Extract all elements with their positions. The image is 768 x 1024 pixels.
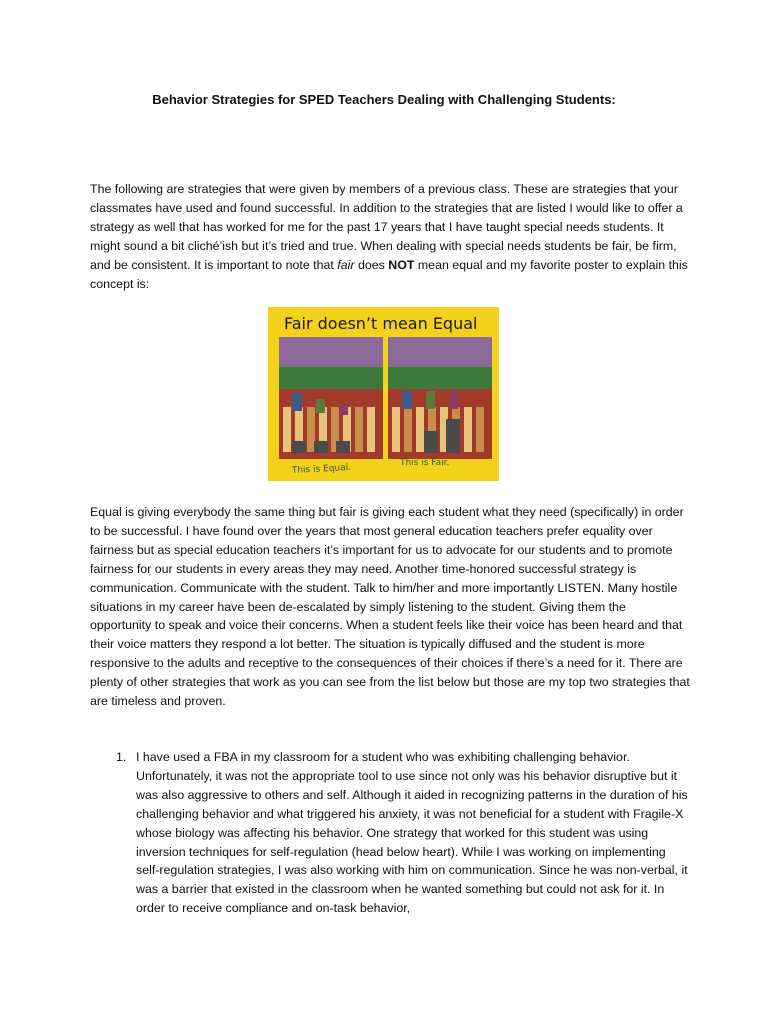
body-paragraph: Equal is giving everybody the same thing but fair is giving each student what they need (specifically) in order to be successful. I have found over the years that most general education teachers prefer equality over fairness but as special education teachers it’s important for us to advocate for our students and to promote fairness for our students in every areas they may need. Another time-honored successful strategy is communication. Communicate with the student. Talk to him/her and more importantly LISTEN. Many hostile situations in my career have been de-escalated by simply listening to the student. Giving them the opportunity to speak and voice their concerns. When a student feels like their voice has been heard and that their voice matters they respond a lot better. The situation is typically diffused and the student is more responsive to the adults and receptive to the consequences of their choices if there’s a need for it. There are plenty of other strategies that work as you can see from the list below but those are my top two strategies that are timeless and proven. <box>90 505 690 709</box>
intro-text-start: The following are strategies that were given by members of a previous class. These are strategies that your classmates have used and found successful. In addition to the strategies that are listed I would like to offer a strategy as well that has worked for me for the past 17 years that I have taught special needs students. It might sound a bit cliché’ish but it’s tried and true. When dealing with special needs students be fair, be firm, and be consistent. It is important to note that <box>90 182 683 272</box>
intro-text-middle: does <box>354 257 389 272</box>
fair-equal-poster <box>268 307 499 481</box>
document-title: Behavior Strategies for SPED Teachers Dealing with Challenging Students: <box>152 92 616 107</box>
list-item <box>90 748 690 918</box>
poster-left-caption: This is Equal. <box>291 462 352 476</box>
poster-right-panel <box>388 337 492 459</box>
list-item-number: 1. <box>116 750 127 764</box>
poster-left-panel <box>279 337 383 459</box>
poster-right-caption: This is Fair. <box>400 458 450 468</box>
list-item-text: I have used a FBA in my classroom for a student who was exhibiting challenging behavior. Unfortunately, it was not the appropriate tool to use since not only was his behavior disruptive but it was also aggressive to others and self. Although it aided in recognizing patterns in the duration of his challenging behavior and what triggered his anxiety, it was not beneficial for a student with Fragile-X whose biology was affecting his behavior. One strategy that worked for this student was using inversion techniques for self-regulation (head below heart). While I was working on implementing self-regulation strategies, I was also working with him on communication. Since he was non-verbal, it was a barrier that existed in the classroom when he wanted something but could not ask for it. In order to receive compliance and on-task behavior, <box>136 750 688 916</box>
poster-heading: Fair doesn’t mean Equal <box>284 314 478 333</box>
intro-fair-word: fair <box>337 257 355 272</box>
intro-paragraph <box>90 180 690 293</box>
intro-not-word: NOT <box>388 257 415 272</box>
intro-text-end: mean equal and my favorite poster to explain this concept is: <box>90 257 688 291</box>
strategy-list <box>90 748 690 918</box>
